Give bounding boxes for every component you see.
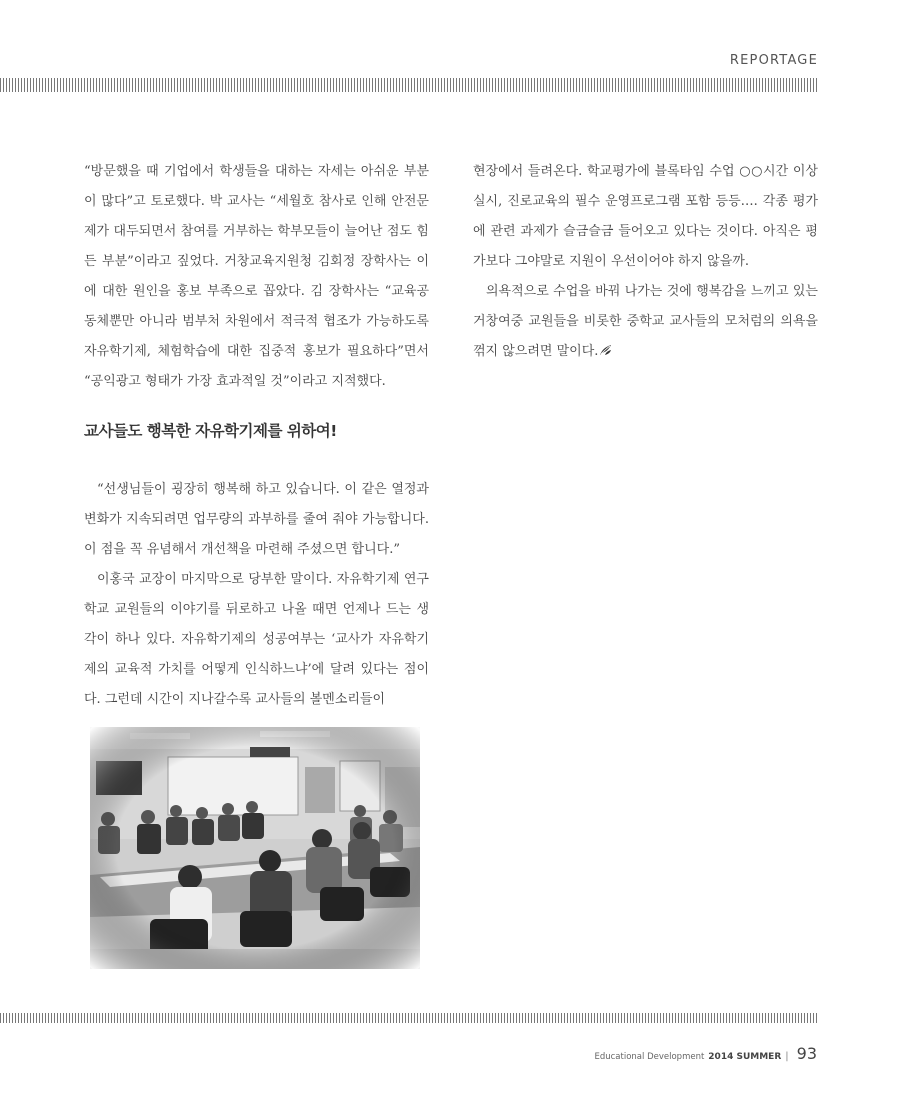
paragraph: 현장에서 들려온다. 학교평가에 블록타임 수업 ○○시간 이상 실시, 진로교육의 필수 운영프로그램 포함 등등…. 각종 평가에 관련 과제가 슬금슬금 들어오고 있다는 것이다. 아직은 평가보다 그야말로 지원이 우선이어야 하지 않을까. (473, 164, 818, 269)
left-column-bottom (84, 475, 429, 715)
left-column-top (84, 157, 429, 397)
issue-label: 2014 SUMMER (708, 1052, 782, 1062)
page-footer (594, 1044, 817, 1063)
paragraph (473, 277, 818, 367)
section-label: REPORTAGE (729, 53, 818, 68)
top-rule (0, 78, 818, 92)
bottom-rule (0, 1013, 818, 1023)
paragraph-text: 의욕적으로 수업을 바꿔 나가는 것에 행복감을 느끼고 있는 거창여중 교원들을 비롯한 중학교 교사들의 모처럼의 의욕을 꺾지 않으려면 말이다. (473, 284, 818, 359)
page-number: 93 (796, 1044, 817, 1063)
paragraph: “방문했을 때 기업에서 학생들을 대하는 자세는 아쉬운 부분이 많다”고 토로했다. 박 교사는 “세월호 참사로 인해 안전문제가 대두되면서 참여를 거부하는 학부모들이 늘어난 점도 힘든 부분”이라고 짚었다. 거창교육지원청 김회정 장학사는 이에 대한 원인을 홍보 부족으로 꼽았다. 김 장학사는 “교육공동체뿐만 아니라 범부처 차원에서 적극적 협조가 가능하도록 자유학기제, 체험학습에 대한 집중적 홍보가 필요하다”면서 “공익광고 형태가 가장 효과적일 것”이라고 지적했다. (84, 164, 429, 389)
right-column (473, 157, 818, 367)
footer-separator: | (785, 1051, 789, 1062)
paragraph: 이홍국 교장이 마지막으로 당부한 말이다. 자유학기제 연구학교 교원들의 이야기를 뒤로하고 나올 때면 언제나 드는 생각이 하나 있다. 자유학기제의 성공여부는 ‘교사가 자유학기제의 교육적 가치를 어떻게 인식하느냐’에 달려 있다는 점이다. 그런데 시간이 지나갈수록 교사들의 볼멘소리들이 (84, 572, 429, 707)
meeting-photo (90, 727, 420, 969)
journal-name: Educational Development (594, 1052, 705, 1062)
section-heading: 교사들도 행복한 자유학기제를 위하여! (84, 422, 337, 440)
paragraph: “선생님들이 굉장히 행복해 하고 있습니다. 이 같은 열정과 변화가 지속되려면 업무량의 과부하를 줄여 줘야 가능합니다. 이 점을 꼭 유념해서 개선책을 마련해 주셨으면 합니다.” (84, 482, 429, 557)
leaf-end-mark-icon (599, 344, 612, 356)
